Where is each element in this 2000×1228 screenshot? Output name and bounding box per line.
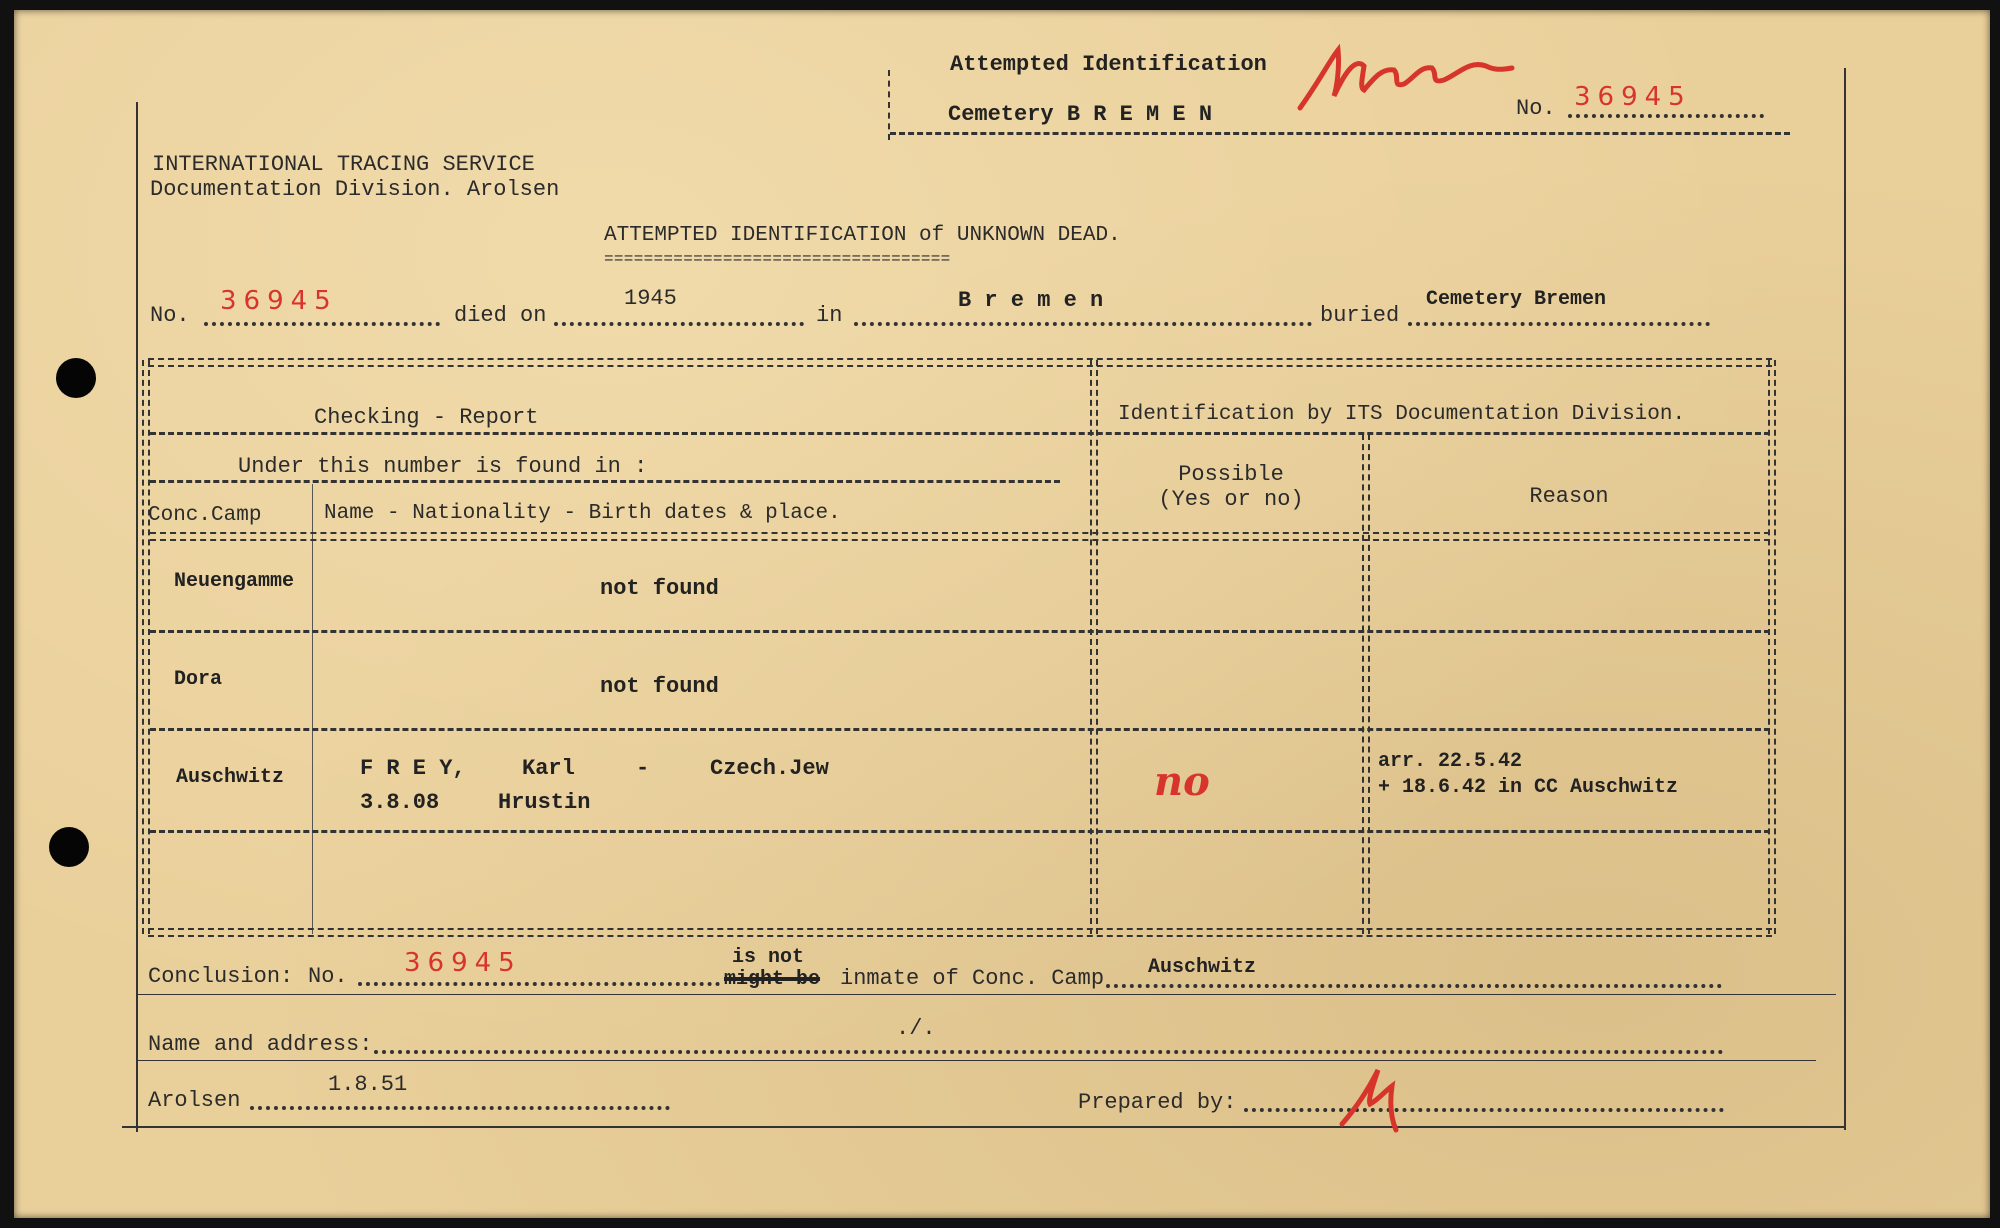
row-3-camp: Auschwitz [176,766,285,789]
conclusion-no-dots [358,982,720,986]
row-3-reason-line2: + 18.6.42 in CC Auschwitz [1378,776,1679,799]
header-box-line1: Attempted Identification [950,52,1267,77]
row-1-separator [150,630,1770,633]
prepared-by-initials [1334,1060,1414,1134]
punch-hole-bottom [49,827,89,867]
conclusion-typed-under: might be [724,968,821,991]
footer-place: Arolsen [148,1088,241,1113]
row-3-possible: no [1154,758,1210,805]
frame-right-border [1844,68,1846,1130]
header-box-bottom-border [890,132,1790,135]
org-line1: INTERNATIONAL TRACING SERVICE [152,152,535,177]
table-main-divider [1090,360,1098,934]
record-died-label: died on [454,303,547,328]
conclusion-camp: Auschwitz [1148,956,1257,979]
table-left-border [142,360,150,934]
footer-date-dots [250,1106,670,1110]
conclusion-label: Conclusion: [148,964,294,989]
record-died-dots [554,322,804,326]
header-box-handwritten-note [1290,30,1530,120]
record-buried-value: Cemetery Bremen [1426,288,1607,311]
record-buried-label: buried [1320,303,1400,328]
row-2-separator [150,728,1770,731]
handwritten-none-signature [1290,30,1530,120]
form-title-underline: =================================== [604,250,951,268]
org-line2: Documentation Division. Arolsen [150,177,560,202]
header-box-no-dots [1568,114,1764,118]
punch-hole-top [56,358,96,398]
row-3-given-name: Karl [522,756,575,781]
table-header-separator [150,432,1770,435]
row-3-birth-date: 3.8.08 [360,790,440,815]
table-subheader-separator [150,480,1060,483]
table-camp-divider [312,484,313,934]
row-3-dash: - [636,756,650,781]
table-right-border [1768,360,1776,934]
header-box-line2: Cemetery B R E M E N [948,102,1213,127]
conclusion-rest: inmate of Conc. Camp [840,966,1105,991]
table-top-border [148,358,1772,367]
record-no-value: 36945 [220,286,338,316]
footer-date: 1.8.51 [328,1072,408,1097]
table-left-header: Checking - Report [314,405,539,430]
row-3-reason-line1: arr. 22.5.42 [1378,750,1523,773]
conclusion-no-value: 36945 [404,948,522,978]
table-subheader: Under this number is found in : [238,454,648,479]
header-box-left-border [888,70,890,140]
header-box-no-label: No. [1516,96,1556,121]
record-no-label: No. [150,303,190,328]
row-3-surname: F R E Y, [360,756,466,781]
row-3-separator [150,830,1770,833]
table-column-header-separator [150,532,1770,541]
table-reason-divider [1362,434,1370,934]
record-in-value: B r e m e n [958,288,1104,313]
col-possible-header-1: Possible [1178,462,1284,487]
table-right-header: Identification by ITS Documentation Division. [1118,403,1686,426]
row-2-name: not found [600,674,719,699]
col-camp-header: Conc.Camp [148,504,262,527]
record-no-dots [204,322,440,326]
record-died-value: 1945 [624,286,677,311]
form-title: ATTEMPTED IDENTIFICATION of UNKNOWN DEAD. [604,224,1121,247]
prepared-by-dots [1244,1108,1724,1112]
name-address-value: ./. [896,1016,936,1041]
row-3-nationality: Czech.Jew [710,756,829,781]
col-possible-header-2: (Yes or no) [1158,487,1304,512]
row-2-camp: Dora [174,668,223,691]
name-address-label: Name and address: [148,1032,373,1057]
table-bottom-border [148,928,1772,937]
row-1-name: not found [600,576,719,601]
record-buried-dots [1408,322,1710,326]
conclusion-underline [136,994,1836,995]
conclusion-camp-dots [1106,984,1722,988]
row-3-birth-place: Hrustin [498,790,591,815]
conclusion-typed-over: is not [732,946,805,969]
frame-left-border [136,102,138,1132]
conclusion-no-label: No. [308,964,348,989]
record-in-dots [854,322,1312,326]
frame-bottom-border [122,1126,1844,1128]
row-1-camp: Neuengamme [174,570,295,593]
initials-signature [1334,1060,1414,1134]
name-address-dots [374,1050,1724,1054]
index-card [14,10,1990,1218]
prepared-by-label: Prepared by: [1078,1090,1237,1115]
col-reason-header: Reason [1529,484,1609,509]
col-name-header: Name - Nationality - Birth dates & place. [324,502,841,525]
name-address-underline [136,1060,1816,1061]
header-box-no-value: 36945 [1574,82,1692,112]
record-in-label: in [816,303,843,328]
